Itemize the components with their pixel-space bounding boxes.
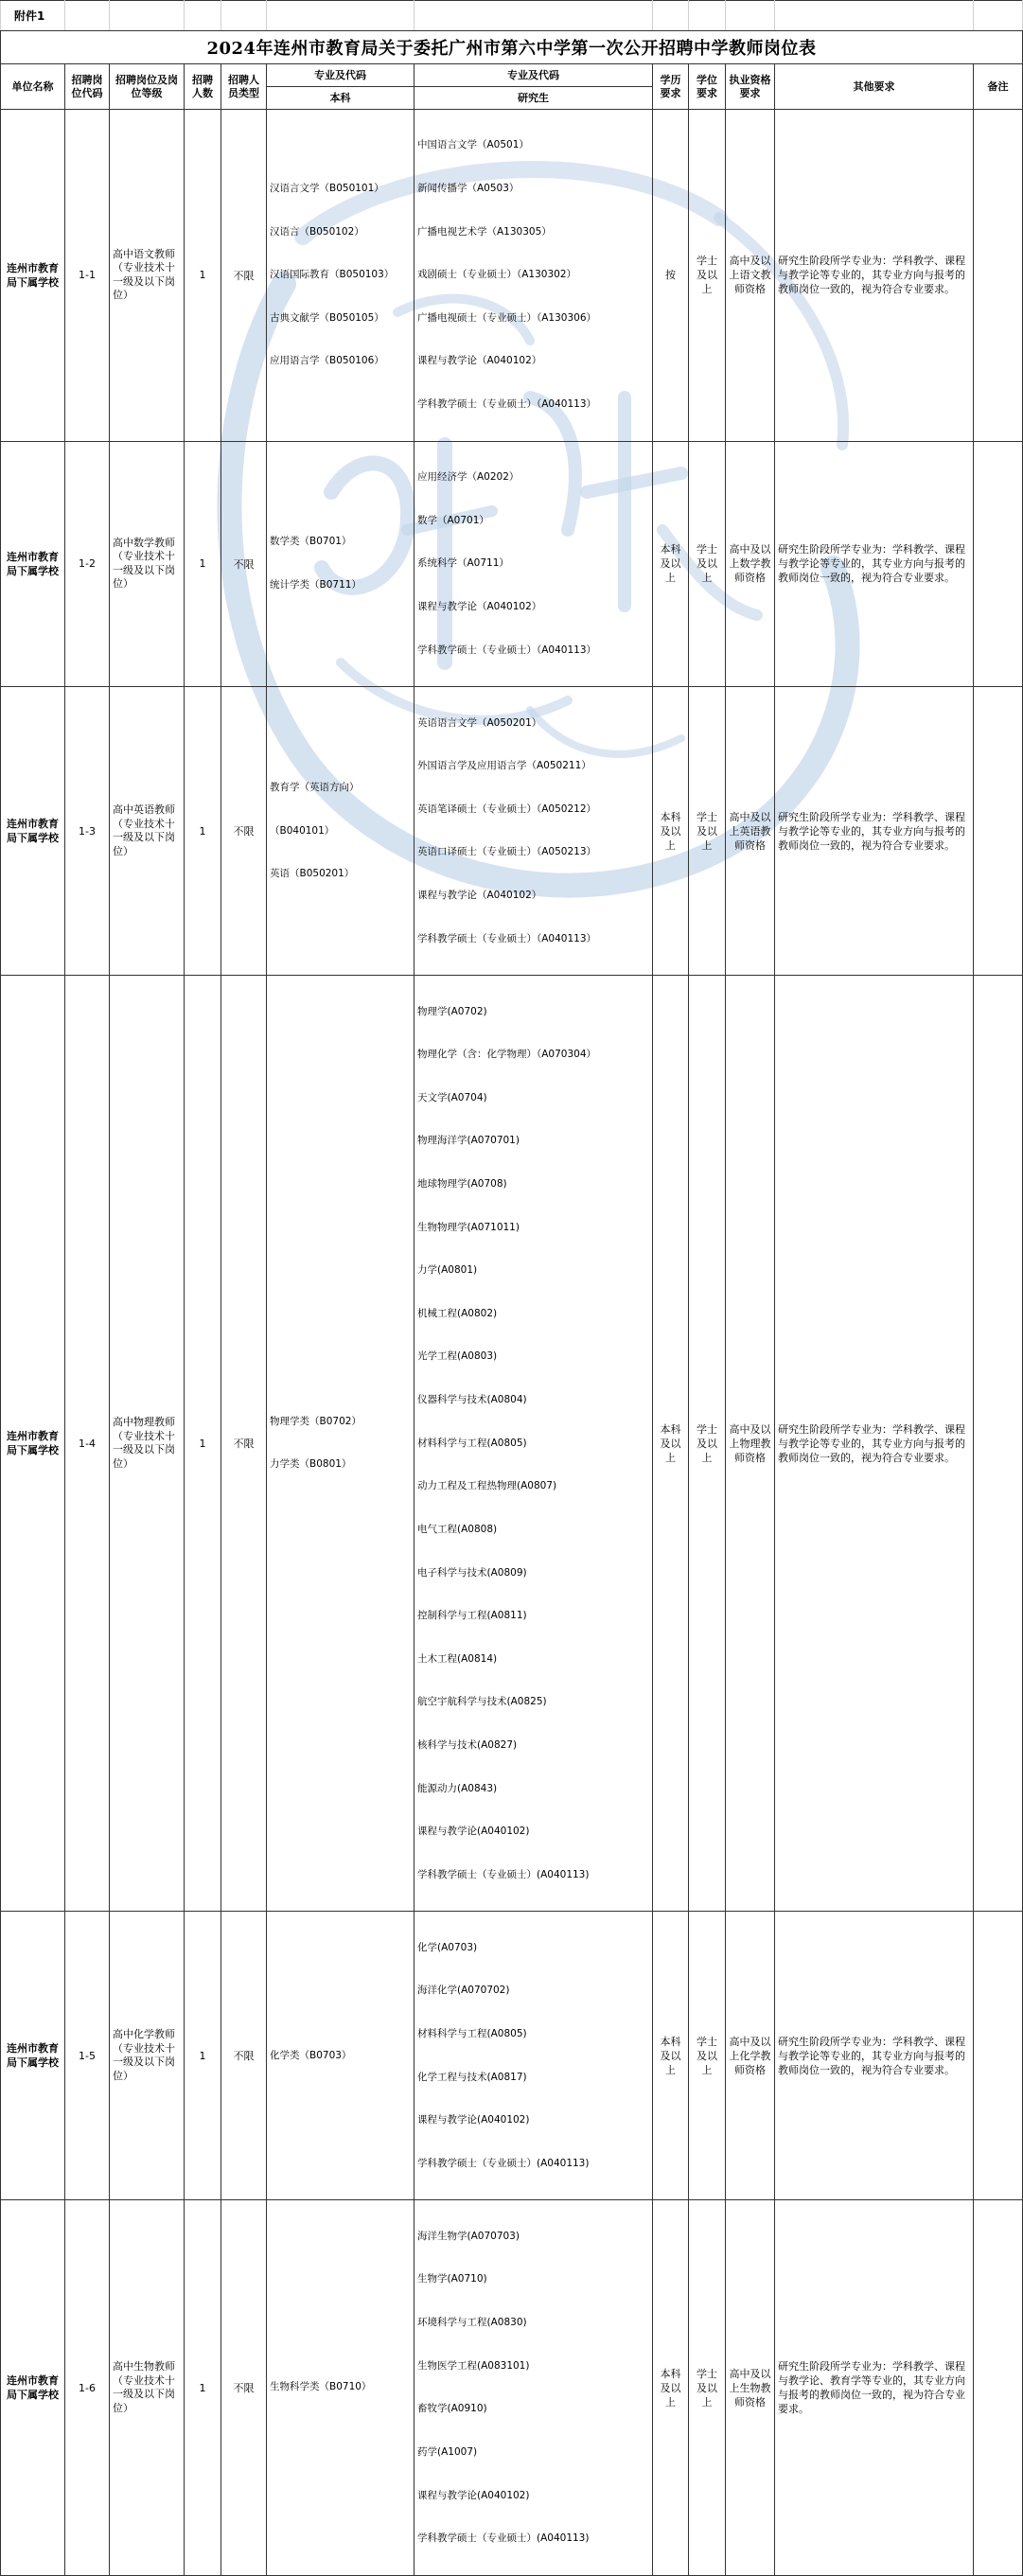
remark [974,110,1023,442]
page-title: 2024年连州市教育局关于委托广州市第六中学第一次公开招聘中学教师岗位表 [1,31,1023,64]
header-qualification: 执业资格要求 [726,64,775,110]
post-level: 高中英语教师（专业技术十一级及以下岗位） [110,687,185,976]
major-item: 学科教学硕士（专业硕士）（A040113） [417,398,597,411]
post-code: 1-6 [65,2200,110,2575]
major-item: 广播电视艺术学（A130305） [417,225,552,238]
table-row [1,441,1023,686]
major-item: 地球物理学(A0708) [417,1178,507,1191]
major-item: 力学(A0801) [417,1264,478,1277]
table-row [1,110,1023,442]
unit-name: 连州市教育局下属学校 [1,976,65,1912]
remark [974,441,1023,686]
degree-req: 学士及以上 [689,110,726,442]
degree-req: 学士及以上 [689,441,726,686]
major-item: 生物科学类（B0710） [270,2381,372,2393]
major-item: 畜牧学(A0910) [417,2403,487,2415]
major-item: 课程与教学论（A040102） [417,355,542,367]
undergrad-majors [267,976,414,1912]
post-code: 1-1 [65,110,110,442]
qualification-req: 高中及以上数学教师资格 [726,441,775,686]
major-item: 海洋生物学(A070703) [417,2230,520,2242]
major-item: 光学工程(A0803) [417,1350,498,1363]
major-item: 课程与教学论（A040102） [417,600,542,612]
other-req: 研究生阶段所学专业为：学科教学、课程与教学论等专业的，其专业方向与报考的教师岗位一致的，视为符合专业要求。 [775,110,974,442]
major-item: 系统科学（A0711） [417,557,509,570]
major-item: 学科教学硕士（专业硕士）（A040113） [417,644,597,656]
education-req: 本科及以上 [653,687,689,976]
major-item: 生物物理学(A071011) [417,1221,520,1233]
undergrad-majors [267,441,414,686]
unit-name: 连州市教育局下属学校 [1,687,65,976]
education-req: 本科及以上 [653,441,689,686]
major-item: 学科教学硕士（专业硕士）（A040113） [417,932,597,944]
post-level: 高中数学教师（专业技术十一级及以下岗位） [110,441,185,686]
header-major-code-postgrad: 专业及代码 [414,64,653,87]
major-item: 机械工程(A0802) [417,1307,498,1319]
major-item: 广播电视硕士（专业硕士）（A130306） [417,311,597,324]
degree-req: 学士及以上 [689,2200,726,2575]
education-req: 本科及以上 [653,2200,689,2575]
major-item: 仪器科学与技术(A0804) [417,1394,527,1406]
major-item: 课程与教学论(A040102) [417,2114,530,2126]
major-item: 英语（B050201） [270,868,355,880]
major-item: 电子科学与技术(A0809) [417,1566,527,1579]
personnel-type: 不限 [221,976,267,1912]
postgrad-majors [414,976,653,1912]
header-post-code: 招聘岗位代码 [65,64,110,110]
header-post-level: 招聘岗位及岗位等级 [110,64,185,110]
recruit-count: 1 [185,110,221,442]
personnel-type: 不限 [221,110,267,442]
major-item: （B040101） [270,824,335,837]
qualification-req: 高中及以上语文教师资格 [726,110,775,442]
education-req: 本科及以上 [653,1912,689,2200]
major-item: 航空宇航科学与技术(A0825) [417,1696,547,1708]
major-item: 化学类（B0703） [270,2049,352,2061]
annex-label: 附件1 [1,1,65,31]
post-code: 1-2 [65,441,110,686]
postgrad-majors [414,687,653,976]
post-level: 高中物理教师（专业技术十一级及以下岗位） [110,976,185,1912]
major-item: 英语笔译硕士（专业硕士）（A050212） [417,803,597,815]
post-level: 高中语文教师（专业技术十一级及以下岗位） [110,110,185,442]
major-item: 学科教学硕士（专业硕士）(A040113) [417,1868,590,1880]
other-req: 研究生阶段所学专业为：学科教学、课程与教学论等专业的，其专业方向与报考的教师岗位一致的，视为符合专业要求。 [775,687,974,976]
major-item: 学科教学硕士（专业硕士）(A040113) [417,2532,590,2545]
header-postgrad: 研究生 [414,87,653,110]
remark [974,2200,1023,2575]
postgrad-majors [414,2200,653,2575]
qualification-req: 高中及以上物理教师资格 [726,976,775,1912]
major-item: 能源动力(A0843) [417,1782,498,1794]
degree-req: 学士及以上 [689,687,726,976]
major-item: 药学(A1007) [417,2445,478,2458]
table-row [1,1912,1023,2200]
remark [974,976,1023,1912]
recruit-count: 1 [185,687,221,976]
major-item: 课程与教学论(A040102) [417,2489,530,2501]
personnel-type: 不限 [221,2200,267,2575]
qualification-req: 高中及以上化学教师资格 [726,1912,775,2200]
major-item: 天文学(A0704) [417,1091,487,1103]
major-item: 汉语国际教育（B050103） [270,269,395,281]
post-code: 1-5 [65,1912,110,2200]
major-item: 教育学（英语方向） [270,781,360,793]
major-item: 汉语言文学（B050101） [270,183,384,195]
major-item: 古典文献学（B050105） [270,311,384,324]
other-req: 研究生阶段所学专业为：学科教学、课程与教学论等专业的，其专业方向与报考的教师岗位一致的，视为符合专业要求。 [775,441,974,686]
table-row [1,687,1023,976]
postgrad-majors [414,110,653,442]
major-item: 控制科学与工程(A0811) [417,1610,527,1622]
major-item: 动力工程及工程热物理(A0807) [417,1480,557,1492]
major-item: 海洋化学(A070702) [417,1985,510,1997]
major-item: 课程与教学论（A040102） [417,889,542,901]
major-item: 材料科学与工程(A0805) [417,1437,527,1449]
other-req: 研究生阶段所学专业为：学科教学、课程与教学论、教育学等专业的，其专业方向与报考的教师岗位一致的，视为符合专业要求。 [775,2200,974,2575]
degree-req: 学士及以上 [689,1912,726,2200]
major-item: 应用语言学（B050106） [270,355,384,367]
qualification-req: 高中及以上生物教师资格 [726,2200,775,2575]
remark [974,1912,1023,2200]
header-degree: 学位要求 [689,64,726,110]
major-item: 生物学(A0710) [417,2273,487,2285]
major-item: 外国语言学及应用语言学（A050211） [417,760,591,772]
recruit-count: 1 [185,976,221,1912]
major-item: 英语语言文学（A050201） [417,716,542,729]
unit-name: 连州市教育局下属学校 [1,1912,65,2200]
header-undergrad: 本科 [267,87,414,110]
title-row [1,31,1023,64]
major-item: 化学工程与技术(A0817) [417,2071,527,2083]
undergrad-majors [267,110,414,442]
recruit-count: 1 [185,441,221,686]
major-item: 环境科学与工程(A0830) [417,2317,527,2329]
undergrad-majors [267,1912,414,2200]
header-other: 其他要求 [775,64,974,110]
undergrad-majors [267,687,414,976]
major-item: 应用经济学（A0202） [417,471,520,484]
unit-name: 连州市教育局下属学校 [1,110,65,442]
major-item: 课程与教学论(A040102) [417,1826,530,1838]
post-level: 高中生物教师（专业技术十一级及以下岗位） [110,2200,185,2575]
major-item: 汉语言（B050102） [270,225,364,238]
table-row [1,2200,1023,2575]
major-item: 力学类（B0801） [270,1458,352,1471]
major-item: 物理学(A0702) [417,1005,487,1017]
major-item: 数学（A0701） [417,514,489,526]
major-item: 土木工程(A0814) [417,1652,498,1665]
header-recruit-count: 招聘人数 [185,64,221,110]
major-item: 物理学类（B0702） [270,1415,362,1427]
header-remark: 备注 [974,64,1023,110]
undergrad-majors [267,2200,414,2575]
education-req: 按 [653,110,689,442]
post-level: 高中化学教师（专业技术十一级及以下岗位） [110,1912,185,2200]
personnel-type: 不限 [221,1912,267,2200]
major-item: 中国语言文学（A0501） [417,139,529,151]
header-major-code-undergrad: 专业及代码 [267,64,414,87]
personnel-type: 不限 [221,441,267,686]
header-row-1 [1,64,1023,87]
annex-row [1,1,1023,31]
major-item: 电气工程(A0808) [417,1523,498,1535]
header-education: 学历要求 [653,64,689,110]
degree-req: 学士及以上 [689,976,726,1912]
unit-name: 连州市教育局下属学校 [1,441,65,686]
table-row [1,976,1023,1912]
postgrad-majors [414,441,653,686]
recruit-count: 1 [185,2200,221,2575]
major-item: 英语口译硕士（专业硕士）（A050213） [417,846,597,858]
major-item: 材料科学与工程(A0805) [417,2028,527,2040]
education-req: 本科及以上 [653,976,689,1912]
major-item: 化学(A0703) [417,1941,478,1953]
header-unit-name: 单位名称 [1,64,65,110]
remark [974,687,1023,976]
postgrad-majors [414,1912,653,2200]
major-item: 数学类（B0701） [270,536,352,548]
major-item: 物理化学（含：化学物理）（A070304） [417,1049,597,1061]
other-req: 研究生阶段所学专业为：学科教学、课程与教学论等专业的，其专业方向与报考的教师岗位一致的，视为符合专业要求。 [775,976,974,1912]
major-item: 新闻传播学（A0503） [417,183,520,195]
header-personnel-type: 招聘人员类型 [221,64,267,110]
recruit-count: 1 [185,1912,221,2200]
unit-name: 连州市教育局下属学校 [1,2200,65,2575]
post-code: 1-4 [65,976,110,1912]
post-code: 1-3 [65,687,110,976]
personnel-type: 不限 [221,687,267,976]
qualification-req: 高中及以上英语教师资格 [726,687,775,976]
major-item: 戏剧硕士（专业硕士）（A130302） [417,269,577,281]
major-item: 生物医学工程(A083101) [417,2359,530,2372]
major-item: 统计学类（B0711） [270,579,362,591]
other-req: 研究生阶段所学专业为：学科教学、课程与教学论等专业的，其专业方向与报考的教师岗位一致的，视为符合专业要求。 [775,1912,974,2200]
major-item: 物理海洋学(A070701) [417,1135,520,1147]
major-item: 核科学与技术(A0827) [417,1738,518,1751]
major-item: 学科教学硕士（专业硕士）(A040113) [417,2157,590,2169]
